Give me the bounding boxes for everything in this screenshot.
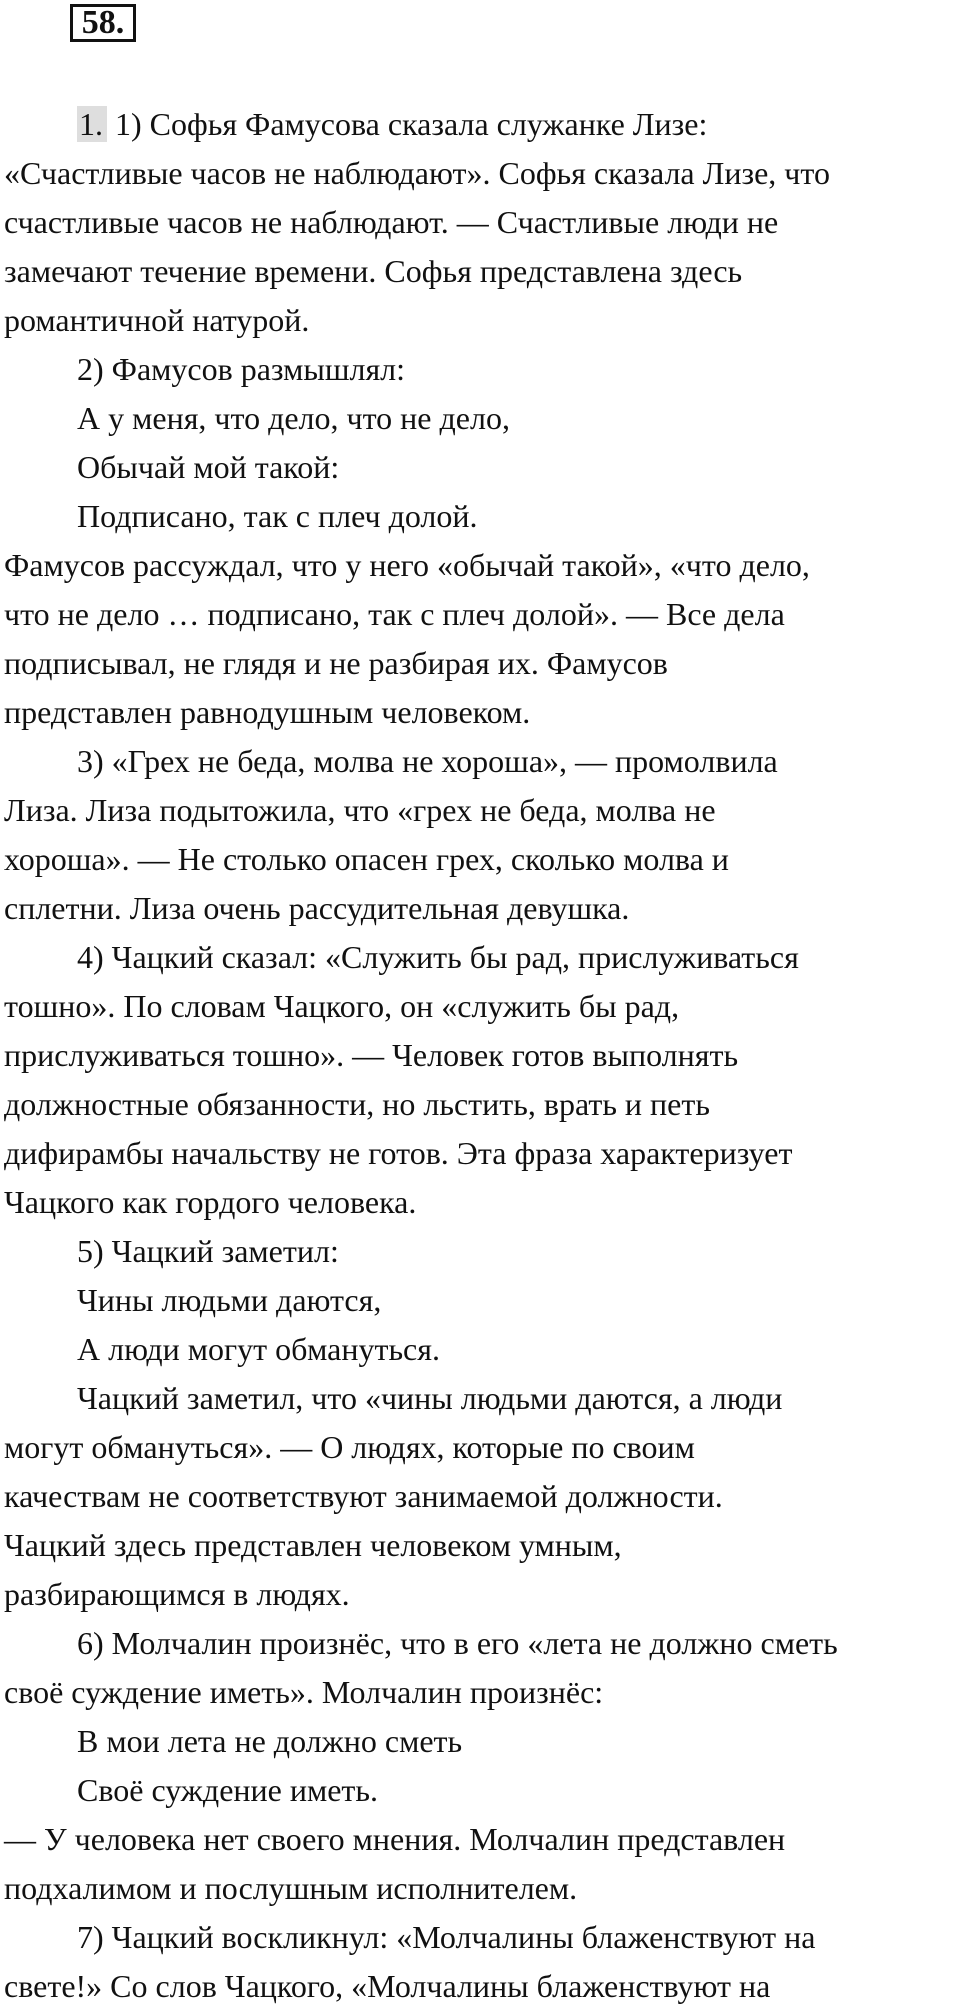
line-text: — У человека нет своего мнения. Молчалин представлен <box>4 1821 786 1857</box>
text-line <box>4 1521 934 1570</box>
text-line <box>4 149 934 198</box>
text-line <box>4 443 934 492</box>
line-text: тошно». По словам Чацкого, он «служить бы рад, <box>4 988 680 1024</box>
line-text: Чацкого как гордого человека. <box>4 1184 417 1220</box>
text-line <box>4 835 934 884</box>
text-line <box>4 1962 934 2011</box>
line-text: 2) Фамусов размышлял: <box>77 351 406 387</box>
text-line <box>4 247 934 296</box>
text-line <box>4 1227 934 1276</box>
text-line <box>4 296 934 345</box>
line-text: своё суждение иметь». Молчалин произнёс: <box>4 1674 604 1710</box>
line-text: А у меня, что дело, что не дело, <box>77 400 510 436</box>
line-text: разбирающимся в людях. <box>4 1576 350 1612</box>
text-line <box>4 198 934 247</box>
line-text: 4) Чацкий сказал: «Служить бы рад, прислуживаться <box>77 939 799 975</box>
line-text: качествам не соответствуют занимаемой должности. <box>4 1478 723 1514</box>
line-text: Своё суждение иметь. <box>77 1772 378 1808</box>
line-text: прислуживаться тошно». — Человек готов выполнять <box>4 1037 739 1073</box>
text-line <box>4 541 934 590</box>
text-line <box>4 1668 934 1717</box>
text-line <box>4 394 934 443</box>
text-line <box>4 1570 934 1619</box>
text-line <box>4 786 934 835</box>
line-text: дифирамбы начальству не готов. Эта фраза характеризует <box>4 1135 793 1171</box>
line-text: должностные обязанности, но льстить, врать и петь <box>4 1086 710 1122</box>
line-text: могут обмануться». — О людях, которые по своим <box>4 1429 695 1465</box>
text-line <box>4 933 934 982</box>
line-text: Фамусов рассуждал, что у него «обычай такой», «что дело, <box>4 547 810 583</box>
line-text: Лиза. Лиза подытожила, что «грех не беда, молва не <box>4 792 716 828</box>
text-line <box>4 1815 934 1864</box>
line-text: Чацкий здесь представлен человеком умным, <box>4 1527 622 1563</box>
text-line <box>4 639 934 688</box>
text-line <box>4 1619 934 1668</box>
text-line <box>4 1031 934 1080</box>
line-text: сплетни. Лиза очень рассудительная девушка. <box>4 890 630 926</box>
text-line <box>4 1129 934 1178</box>
text-line <box>4 884 934 933</box>
line-text: «Счастливые часов не наблюдают». Софья сказала Лизе, что <box>4 155 830 191</box>
line-text: 7) Чацкий воскликнул: «Молчалины блаженствуют на <box>77 1919 816 1955</box>
line-text: что не дело … подписано, так с плеч долой». — Все дела <box>4 596 785 632</box>
line-text: Чины людьми даются, <box>77 1282 382 1318</box>
text-line <box>4 492 934 541</box>
line-text: 1) Софья Фамусова сказала служанке Лизе: <box>107 106 708 142</box>
text-line <box>4 590 934 639</box>
text-line <box>4 1423 934 1472</box>
line-text: подписывал, не глядя и не разбирая их. Фамусов <box>4 645 668 681</box>
task-number-marker: 1. <box>77 106 107 142</box>
line-text: замечают течение времени. Софья представлена здесь <box>4 253 743 289</box>
line-text: подхалимом и послушным исполнителем. <box>4 1870 578 1906</box>
text-line <box>4 1374 934 1423</box>
text-line <box>4 1276 934 1325</box>
line-text: 5) Чацкий заметил: <box>77 1233 339 1269</box>
text-line <box>4 100 934 149</box>
text-line <box>4 1178 934 1227</box>
line-text: счастливые часов не наблюдают. — Счастливые люди не <box>4 204 779 240</box>
line-text: хороша». — Не столько опасен грех, сколько молва и <box>4 841 729 877</box>
line-text: 3) «Грех не беда, молва не хороша», — промолвила <box>77 743 778 779</box>
text-line <box>4 345 934 394</box>
text-line <box>4 1325 934 1374</box>
line-text: 6) Молчалин произнёс, что в его «лета не должно сметь <box>77 1625 838 1661</box>
line-text: Подписано, так с плеч долой. <box>77 498 478 534</box>
line-text: В мои лета не должно сметь <box>77 1723 463 1759</box>
exercise-number-box: 58. <box>70 4 136 42</box>
line-text: А люди могут обмануться. <box>77 1331 440 1367</box>
text-line <box>4 1913 934 1962</box>
line-text: романтичной натурой. <box>4 302 310 338</box>
text-line <box>4 688 934 737</box>
text-line <box>4 1472 934 1521</box>
text-line <box>4 737 934 786</box>
text-line <box>4 1864 934 1913</box>
exercise-text <box>4 100 934 2011</box>
text-line <box>4 1080 934 1129</box>
text-line <box>4 1766 934 1815</box>
line-text: свете!» Со слов Чацкого, «Молчалины блаженствуют на <box>4 1968 771 2004</box>
line-text: Обычай мой такой: <box>77 449 340 485</box>
text-line <box>4 1717 934 1766</box>
line-text: представлен равнодушным человеком. <box>4 694 531 730</box>
text-line <box>4 982 934 1031</box>
line-text: Чацкий заметил, что «чины людьми даются, а люди <box>77 1380 783 1416</box>
